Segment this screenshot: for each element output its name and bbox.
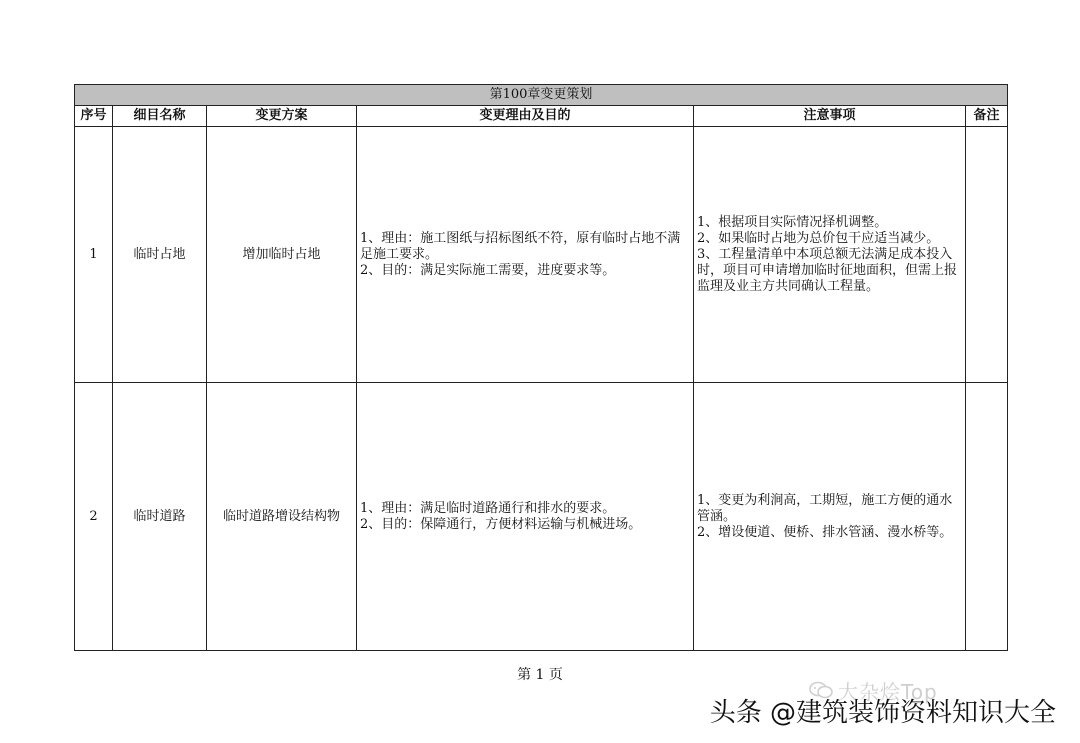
notes-line: 3、工程量清单中本项总额无法满足成本投入时，项目可申请增加临时征地面积，但需上报监理及业主方共同确认工程量。 [697,246,958,294]
row-no: 1 [75,127,113,383]
notes-line: 1、根据项目实际情况择机调整。 [697,214,888,230]
source-credit: 头条 @建筑装饰资料知识大全 [709,698,1056,728]
page-number: 第 1 页 [517,667,563,683]
row-change-plan: 增加临时占地 [207,127,357,383]
header-remark: 备注 [966,106,1008,127]
notes-line: 2、如果临时占地为总价包干应适当减少。 [697,230,940,246]
row-item-name: 临时占地 [113,127,207,383]
header-reason: 变更理由及目的 [357,106,694,127]
change-plan-table [74,84,1008,651]
row-remark [966,127,1008,383]
row-remark [966,383,1008,651]
notes-line: 2、增设便道、便桥、排水管涵、漫水桥等。 [697,524,953,540]
header-notes: 注意事项 [694,106,966,127]
row-reason [357,383,694,651]
reason-line: 2、目的：满足实际施工需要，进度要求等。 [360,262,616,278]
table-row [75,127,1008,383]
reason-line: 1、理由：施工图纸与招标图纸不符，原有临时占地不满足施工要求。 [360,230,681,262]
reason-line: 2、目的：保障通行，方便材料运输与机械进场。 [360,516,642,532]
header-no: 序号 [75,106,113,127]
header-item-name: 细目名称 [113,106,207,127]
table-title: 第100章变更策划 [75,85,1008,106]
row-notes [694,383,966,651]
row-no: 2 [75,383,113,651]
header-change-plan: 变更方案 [207,106,357,127]
row-reason [357,127,694,383]
reason-line: 1、理由：满足临时道路通行和排水的要求。 [360,500,616,516]
watermark-text: 大杂烩Top [838,680,938,704]
row-item-name: 临时道路 [113,383,207,651]
notes-line: 1、变更为利涧高，工期短，施工方便的通水管涵。 [697,492,953,524]
table-row [75,383,1008,651]
row-notes [694,127,966,383]
row-change-plan: 临时道路增设结构物 [207,383,357,651]
